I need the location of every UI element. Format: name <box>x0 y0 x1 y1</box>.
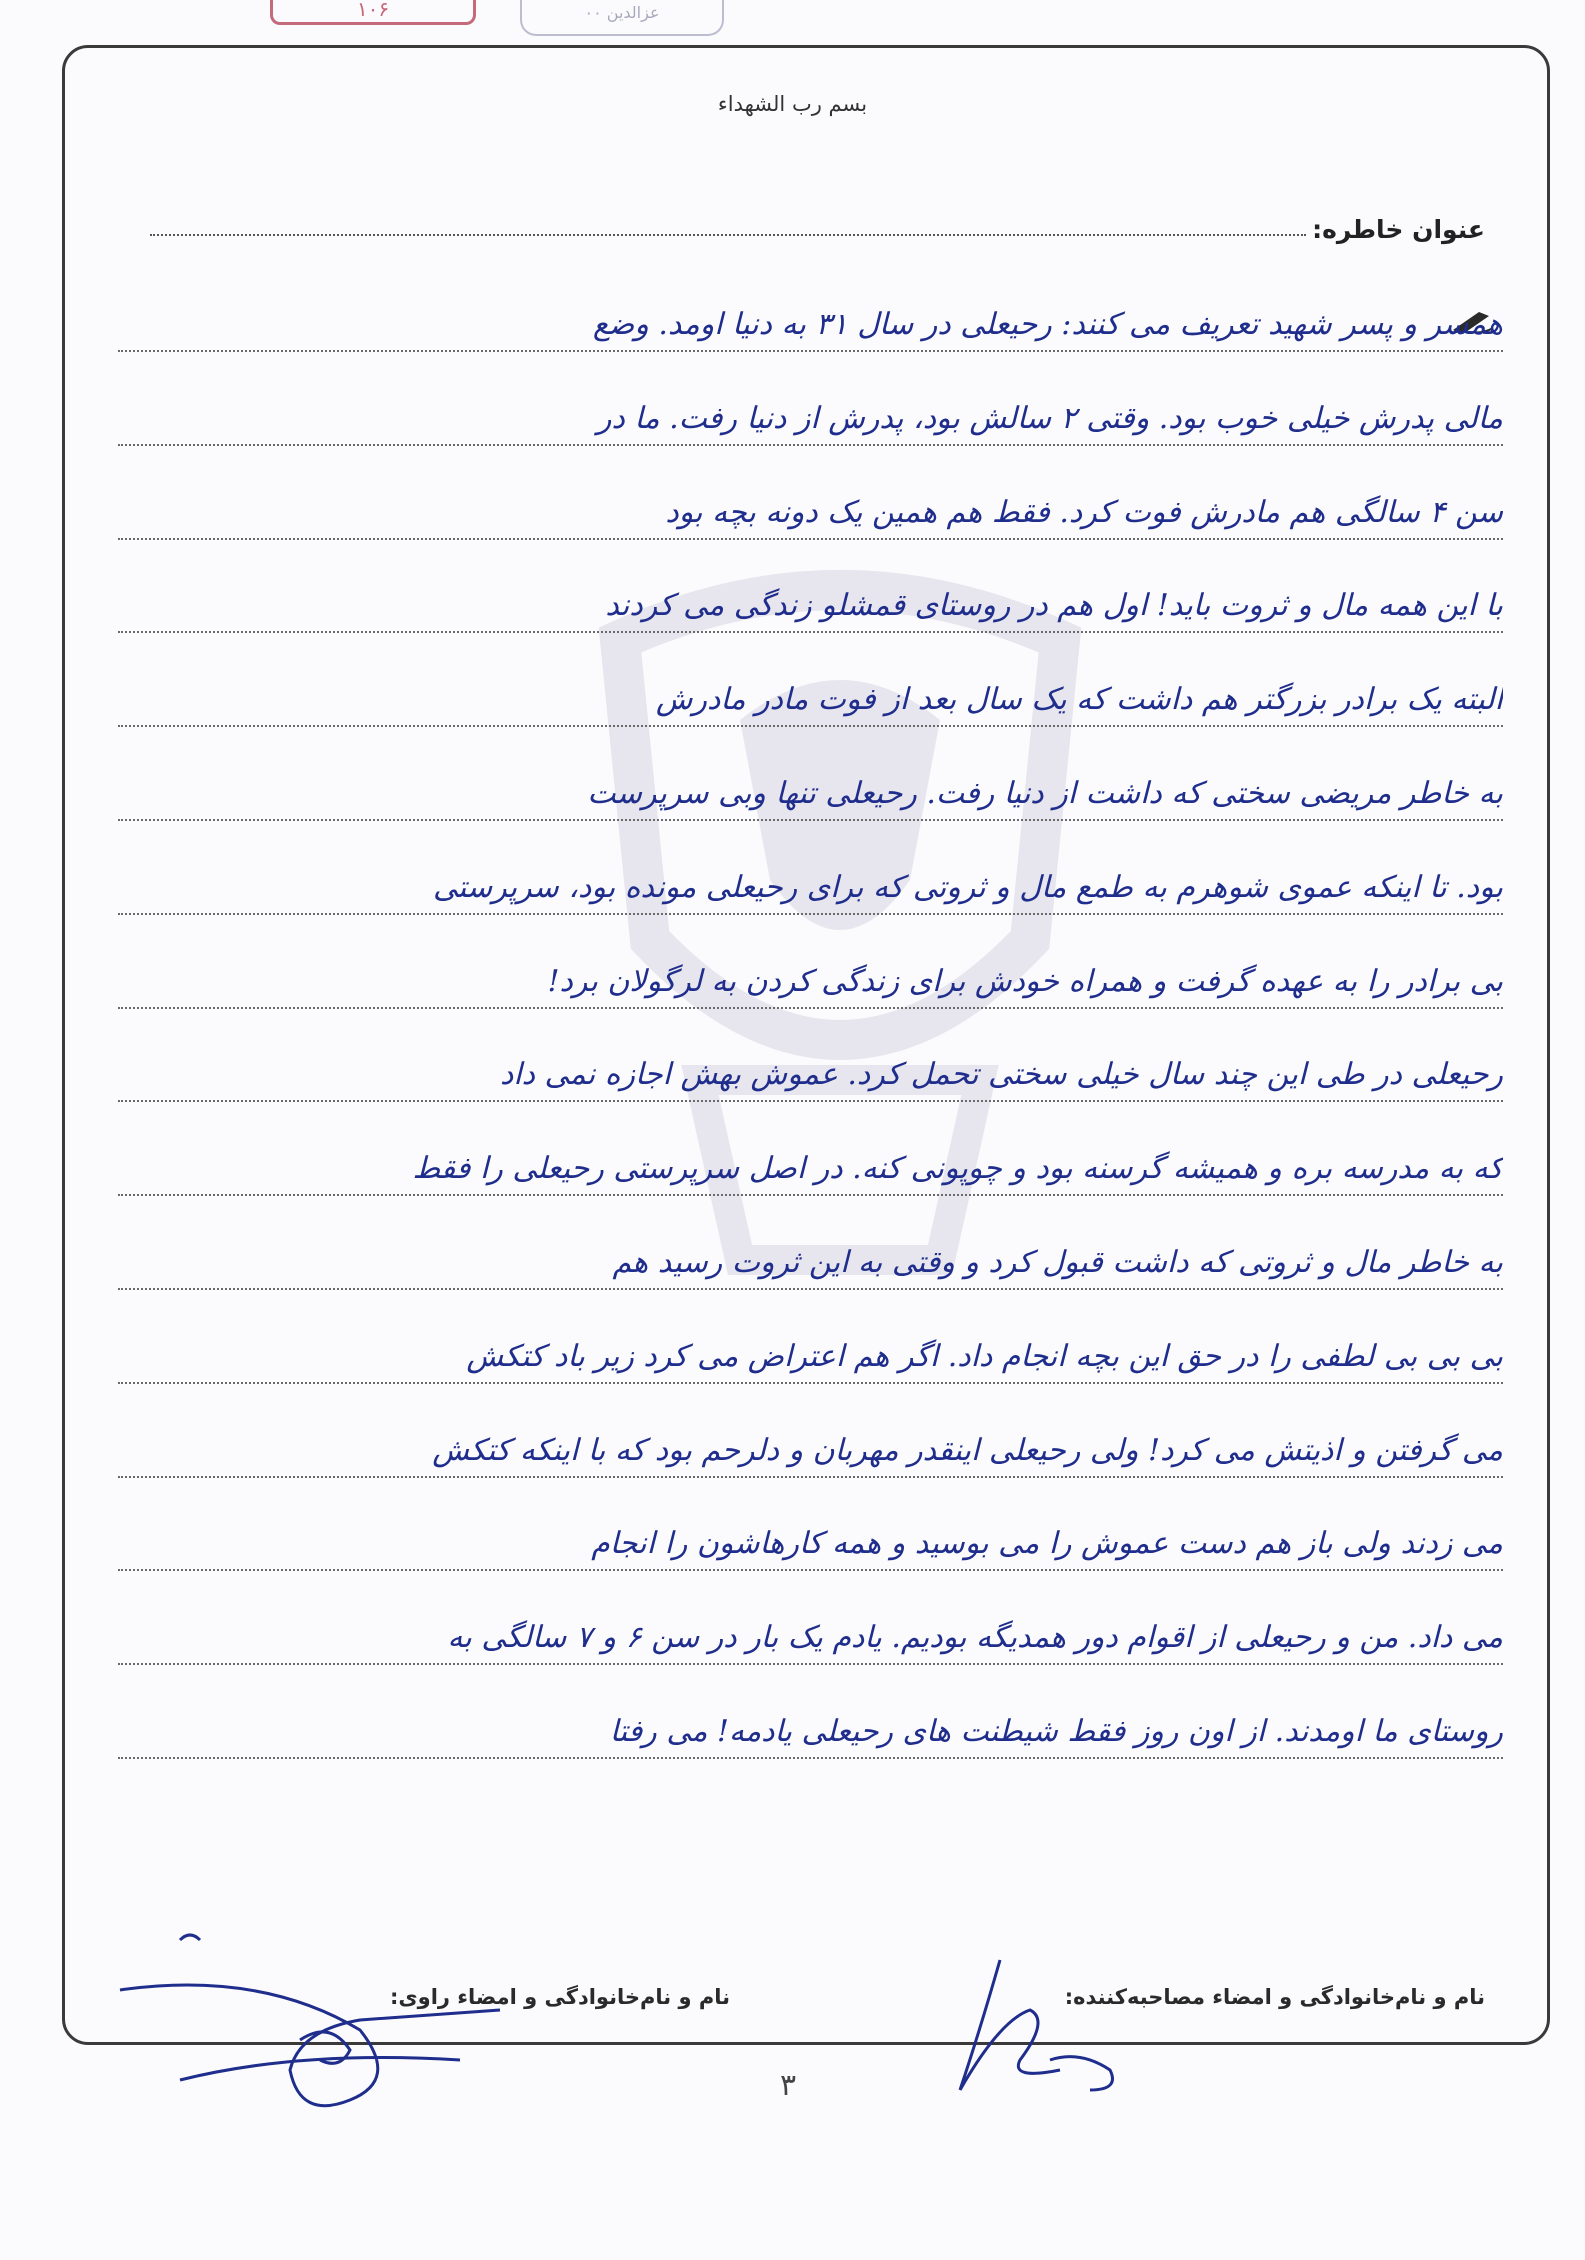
memoir-line <box>118 571 1503 633</box>
memoir-line <box>118 478 1503 540</box>
memoir-line <box>118 1322 1503 1384</box>
memoir-line-text: روستای ما اومدند. از اون روز فقط شیطنت های رحیعلی یادمه! می رفتا <box>609 1714 1503 1749</box>
memoir-line <box>118 1603 1503 1665</box>
page-number: ۳ <box>780 2068 797 2103</box>
memoir-line <box>118 1416 1503 1478</box>
memoir-line <box>118 290 1503 352</box>
memoir-line-text: می گرفتن و اذیتش می کرد! ولی رحیعلی اینقدر مهربان و دلرحم بود که با اینکه کتکش <box>432 1432 1503 1468</box>
title-field[interactable] <box>150 234 1306 236</box>
signature-narrator <box>100 1930 520 2130</box>
memoir-line-text: البته یک برادر بزرگتر هم داشت که یک سال بعد از فوت مادر مادرش <box>655 682 1503 718</box>
top-stamp-secondary: ۰۰ عزالدین <box>520 0 724 36</box>
memoir-line-text: بی برادر را به عهده گرفت و همراه خودش برای زندگی کردن به لرگولان برد! <box>547 963 1503 999</box>
memoir-line <box>118 1697 1503 1759</box>
memoir-line-text: مالی پدرش خیلی خوب بود. وقتی ۲ سالش بود، پدرش از دنیا رفت. ما در <box>596 400 1503 436</box>
title-row <box>150 204 1485 244</box>
memoir-line-text: می داد. من و رحیعلی از اقوام دور همدیگه بودیم. یادم یک بار در سن ۶ و ۷ سالگی به <box>447 1620 1503 1656</box>
memoir-line <box>118 384 1503 446</box>
narrator-label: نام و نام‌خانوادگی و امضاء راوی: <box>390 1985 730 2009</box>
memoir-line-text: با این همه مال و ثروت باید! اول هم در روستای قمشلو زندگی می کردند <box>605 588 1503 624</box>
memoir-line <box>118 853 1503 915</box>
memoir-line <box>118 759 1503 821</box>
memoir-line-text: به خاطر مریضی سختی که داشت از دنیا رفت. رحیعلی تنها وبی سرپرست <box>587 776 1503 811</box>
memoir-line-text: که به مدرسه بره و همیشه گرسنه بود و چوپونی کنه. در اصل سرپرستی رحیعلی را فقط <box>412 1151 1503 1187</box>
memoir-line <box>118 665 1503 727</box>
memoir-line <box>118 1134 1503 1196</box>
memoir-line <box>118 947 1503 1009</box>
memoir-line-text: می زدند ولی باز هم دست عموش را می بوسید و همه کارهاشون را انجام <box>591 1526 1503 1562</box>
memoir-line <box>118 1040 1503 1102</box>
memoir-line-text: سن ۴ سالگی هم مادرش فوت کرد. فقط هم همین یک دونه بچه بود <box>665 494 1503 530</box>
memoir-line-text: بود. تا اینکه عموی شوهرم به طمع مال و ثروتی که برای رحیعلی مونده بود، سرپرستی <box>433 869 1503 905</box>
memoir-line-text: همسر و پسر شهید تعریف می کنند: رحیعلی در سال ۳۱ به دنیا اومد. وضع <box>592 307 1503 342</box>
signature-interviewer <box>940 1950 1160 2100</box>
memoir-line-text: رحیعلی در طی این چند سال خیلی سختی تحمل کرد. عموش بهش اجازه نمی داد <box>499 1057 1503 1093</box>
top-stamp: ۱۰۶ <box>270 0 476 25</box>
memoir-line-text: بی بی بی لطفی را در حق این بچه انجام داد. اگر هم اعتراض می کرد زیر باد کتکش <box>466 1338 1503 1374</box>
memoir-line <box>118 1509 1503 1571</box>
memoir-line <box>118 1228 1503 1290</box>
basmala-heading: بسم رب الشهداء <box>717 92 868 116</box>
memoir-line-text: به خاطر مال و ثروتی که داشت قبول کرد و وقتی به این ثروت رسید هم <box>612 1245 1503 1280</box>
title-label: عنوان خاطره: <box>1312 215 1485 244</box>
interviewer-label: نام و نام‌خانوادگی و امضاء مصاحبه‌کننده: <box>1064 1985 1485 2009</box>
